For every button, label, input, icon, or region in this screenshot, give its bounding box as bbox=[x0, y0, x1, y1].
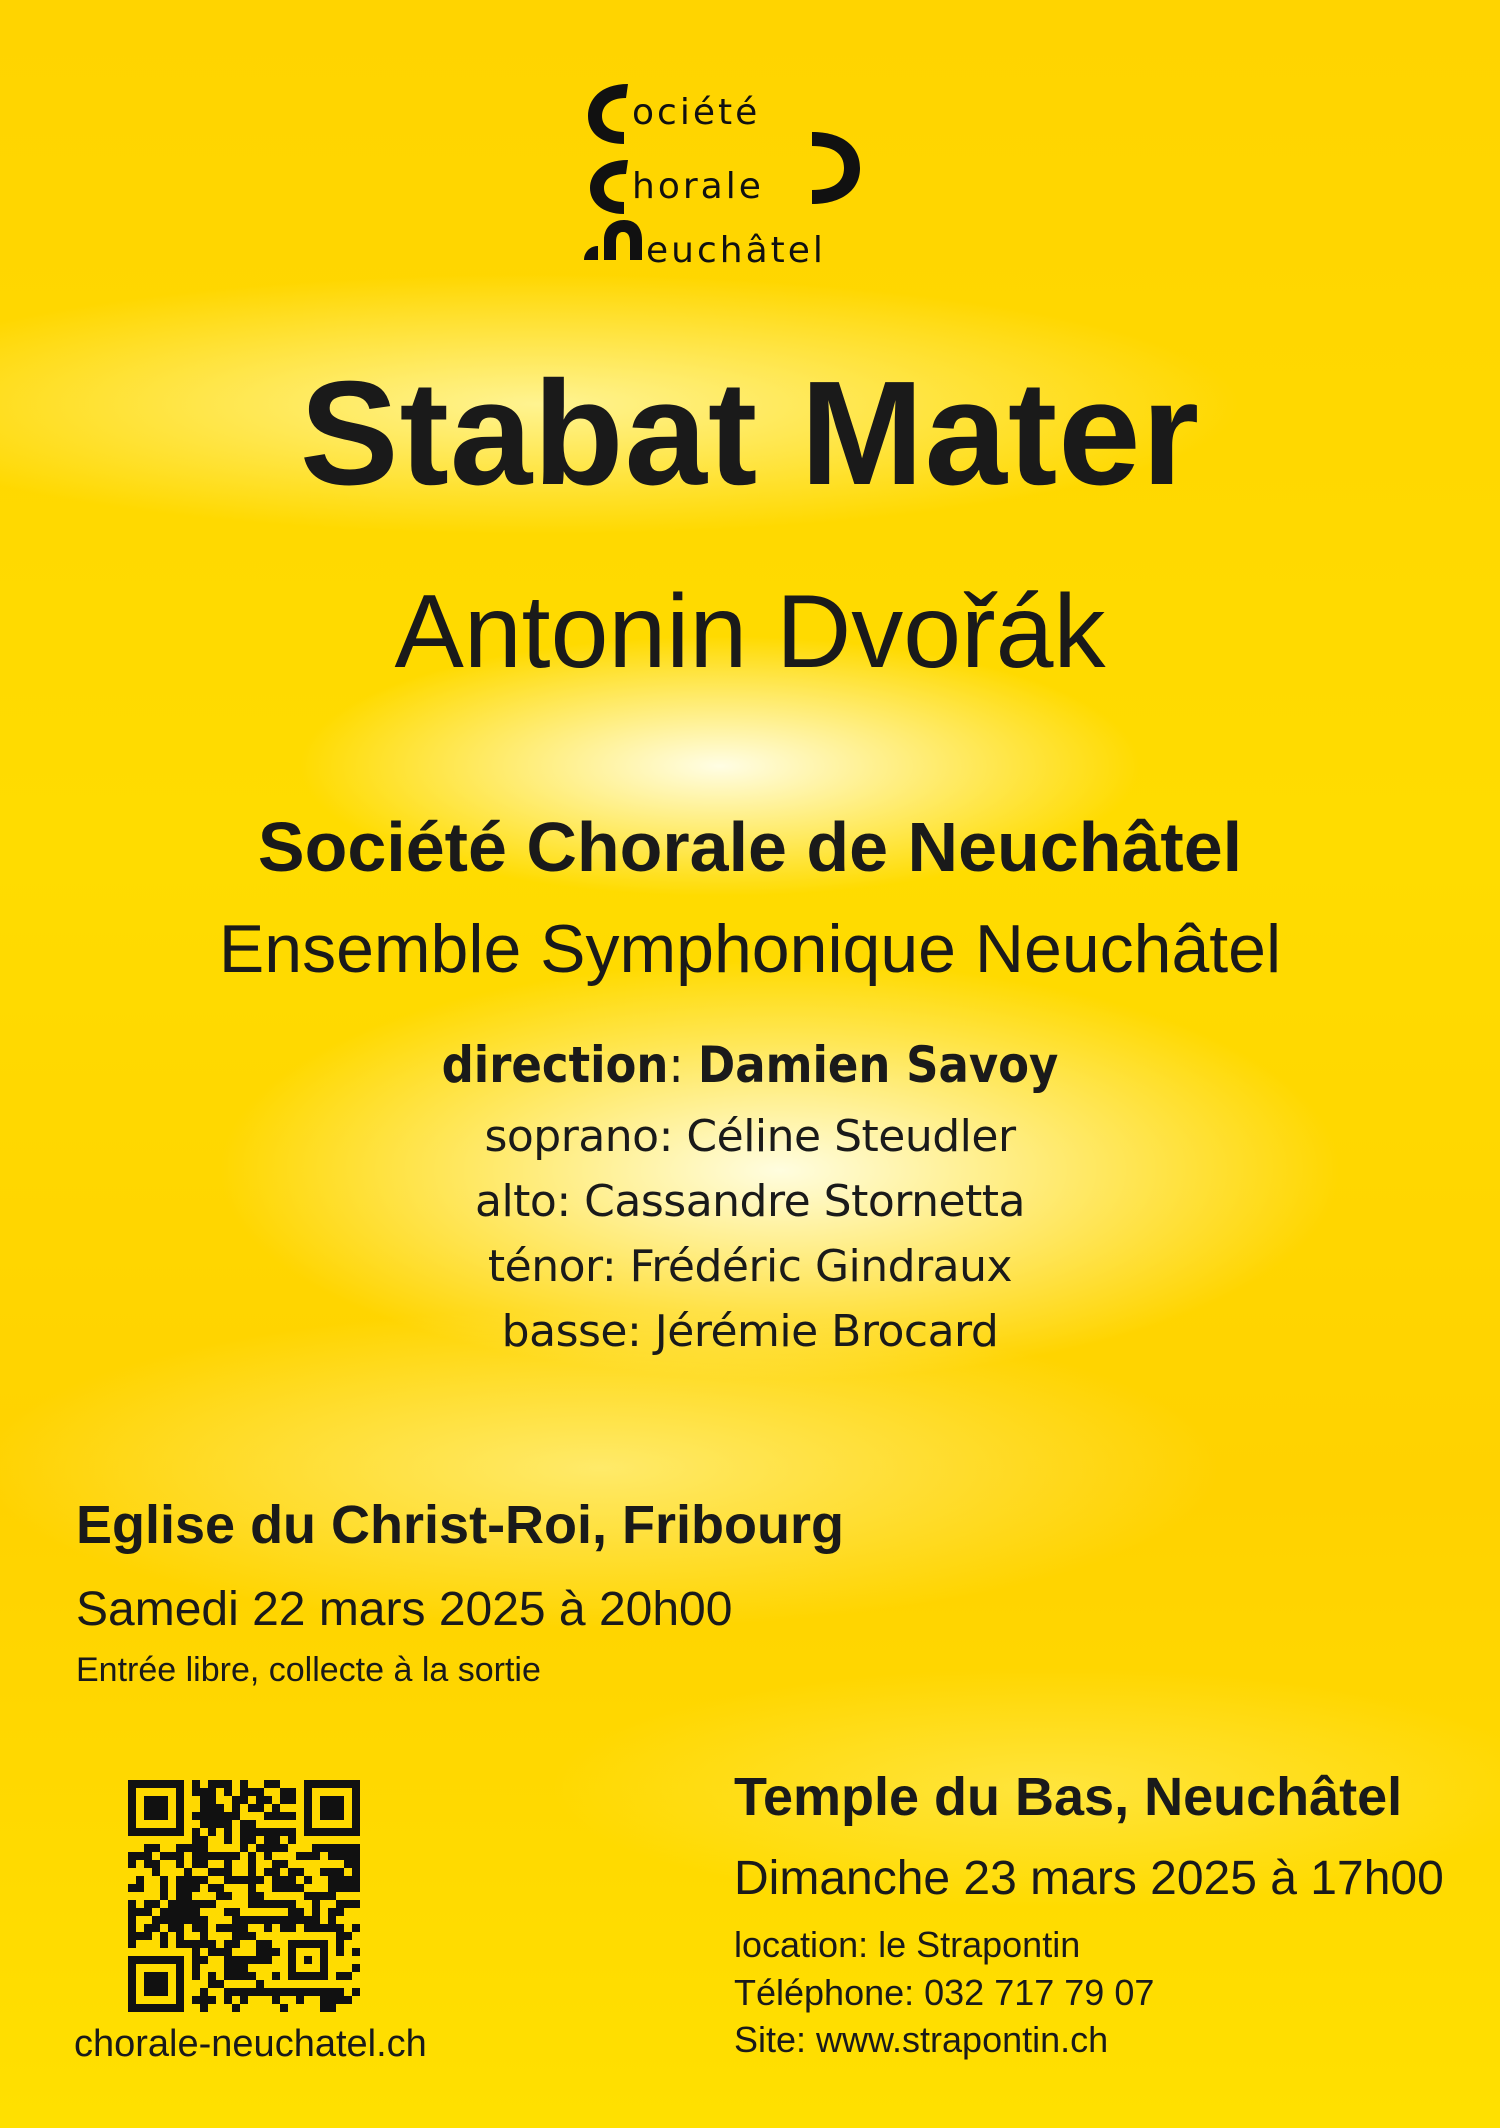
logo-word-3: euchâtel bbox=[646, 230, 826, 271]
concert1-date: Samedi 22 mars 2025 à 20h00 bbox=[76, 1583, 733, 1636]
conductor-name: Damien Savoy bbox=[697, 1036, 1059, 1094]
orchestra-name: Ensemble Symphonique Neuchâtel bbox=[218, 911, 1282, 987]
qr-modules bbox=[128, 1780, 360, 2012]
website-link[interactable]: chorale-neuchatel.ch bbox=[74, 2023, 427, 2065]
concert1-note: Entrée libre, collecte à la sortie bbox=[76, 1651, 541, 1689]
concert2-phone[interactable]: Téléphone: 032 717 79 07 bbox=[734, 1972, 1155, 2013]
concert2-location: location: le Strapontin bbox=[734, 1924, 1081, 1965]
logo-word-1: ociété bbox=[632, 92, 761, 133]
composer-name: Antonin Dvořák bbox=[394, 574, 1106, 690]
choir-logo bbox=[580, 70, 920, 280]
concert2-venue: Temple du Bas, Neuchâtel bbox=[734, 1767, 1403, 1827]
direction-separator: : bbox=[668, 1036, 698, 1094]
direction-label: direction bbox=[441, 1036, 669, 1094]
concert2-date: Dimanche 23 mars 2025 à 17h00 bbox=[734, 1852, 1444, 1905]
qr-code[interactable] bbox=[128, 1780, 360, 2012]
concert-title: Stabat Mater bbox=[299, 351, 1201, 516]
choir-name: Société Chorale de Neuchâtel bbox=[257, 808, 1243, 886]
conductor-line bbox=[0, 1036, 1500, 1094]
concert2-site[interactable]: Site: www.strapontin.ch bbox=[734, 2019, 1109, 2060]
soloist-tenor: ténor: Frédéric Gindraux bbox=[487, 1241, 1013, 1292]
soloist-alto: alto: Cassandre Stornetta bbox=[474, 1176, 1025, 1227]
concert1-venue: Eglise du Christ-Roi, Fribourg bbox=[76, 1495, 844, 1555]
soloist-bass: basse: Jérémie Brocard bbox=[501, 1306, 999, 1357]
logo-word-2: horale bbox=[632, 166, 764, 207]
soloist-soprano: soprano: Céline Steudler bbox=[484, 1111, 1016, 1162]
